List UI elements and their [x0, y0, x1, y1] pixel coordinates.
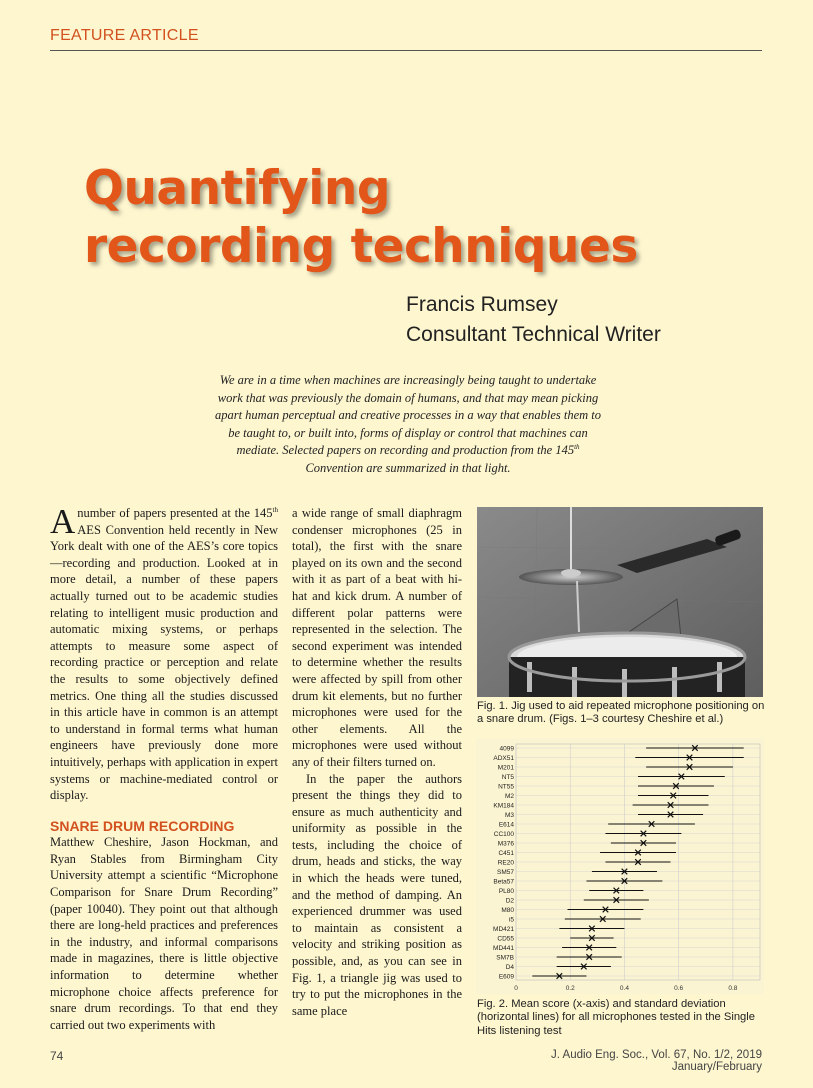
y-tick-label: NT55: [498, 783, 514, 791]
author-name: Francis Rumsey: [406, 293, 558, 316]
fig2-chart: [476, 738, 764, 994]
y-tick-label: C451: [498, 849, 514, 857]
paragraph-snare: Matthew Cheshire, Jason Hockman, and Ryan Stables from Birmingham City University attempt a scientific “Microphone Comparison for Snare Drum Recording” (paper 10040). They point out that although there are long-held practices and preferences in the industry, and informal comparisons made in magazines, there is little objective information to determine whether microphone choice affects preference for snare drum recordings. To that end they carried out two experiments with: [50, 835, 278, 1032]
y-tick-label: M80: [501, 906, 514, 914]
y-tick-label: i5: [508, 916, 514, 924]
section-label: FEATURE ARTICLE: [50, 27, 199, 44]
y-tick-label: NT5: [501, 773, 514, 781]
fig1-caption: Fig. 1. Jig used to aid repeated microphone positioning on a snare drum. (Figs. 1–3 courtesy Cheshire et al.): [477, 700, 765, 726]
y-tick-label: M3: [504, 811, 514, 819]
intro-text-a: number of papers presented at the 145: [77, 506, 273, 520]
y-tick-label: Beta57: [493, 878, 514, 886]
abstract-text-2: Convention are summarized in that light.: [305, 460, 511, 475]
y-tick-label: CC100: [493, 830, 514, 838]
abstract-sup: th: [574, 443, 580, 452]
y-tick-label: E614: [498, 821, 514, 829]
y-tick-label: MD441: [493, 944, 514, 952]
y-tick-label: ADX51: [493, 754, 514, 762]
y-tick-label: M376: [497, 840, 514, 848]
y-tick-label: RE20: [497, 859, 514, 867]
x-tick-label: 0.4: [619, 985, 629, 992]
x-tick-label: 0.2: [565, 985, 575, 992]
paragraph-mics: a wide range of small diaphragm condenser microphones (25 in total), the first with the snare played on its own and the second with it as part of a beat with hi-hat and kick drum. A number of different polar patterns were represented in the selection. The second experiment was intended to determine whether the results were affected by spill from other drum kit elements, but no further microphones were used for the other elements. All the microphones were used without any of their filters turned on.: [292, 506, 462, 769]
y-tick-label: KM184: [493, 802, 514, 810]
paragraph-authenticity: In the paper the authors present the things they did to ensure as much authenticity and uniformity as possible in the tests, including the choice of drum, heads and sticks, the way in which the heads were tuned, and the method of damping. An experienced drummer was used to maintain as consistent a velocity and striking position as possible, and, as you can see in Fig. 1, a triangle jig was used to try to put the microphones in the same place: [292, 771, 462, 1018]
y-tick-label: SM57: [497, 868, 514, 876]
intro-sup: th: [272, 505, 278, 514]
subhead-snare: SNARE DRUM RECORDING: [50, 817, 235, 834]
paragraph-intro: [50, 502, 278, 804]
drop-cap: A: [50, 502, 76, 541]
title-line-2: recording techniques: [84, 219, 638, 274]
header-rule: [50, 50, 762, 51]
journal-citation: J. Audio Eng. Soc., Vol. 67, No. 1/2, 2019 January/February: [551, 1049, 762, 1073]
body-column-2: [292, 505, 462, 1019]
title-line-1: Quantifying: [84, 161, 390, 216]
page-number: 74: [50, 1049, 64, 1063]
x-tick-label: 0: [514, 985, 518, 992]
body-column-1: [50, 502, 278, 1033]
y-tick-label: SM7B: [496, 954, 514, 962]
fig2-caption: Fig. 2. Mean score (x-axis) and standard deviation (horizontal lines) for all microphones tested in the Single Hits listening test: [477, 998, 755, 1037]
y-tick-label: PL80: [498, 887, 514, 895]
abstract: [212, 372, 604, 478]
author-block: [406, 290, 661, 350]
y-tick-label: E609: [498, 973, 514, 981]
y-tick-label: MD421: [493, 925, 514, 933]
y-tick-label: D4: [505, 963, 514, 971]
y-tick-label: CD55: [497, 935, 514, 943]
author-role: Consultant Technical Writer: [406, 323, 661, 346]
y-tick-label: M2: [504, 792, 514, 800]
abstract-text-1: We are in a time when machines are increasingly being taught to undertake work that was previously the domain of humans, and that may mean picking apart human perceptual and creative processes in a way that enables them to be taught to, or built into, forms of display or control that machines can mediate. Selected papers on recording and production from the 145: [214, 373, 602, 458]
y-tick-label: M201: [497, 764, 514, 772]
article-title: [84, 160, 744, 276]
y-tick-label: 4099: [499, 745, 514, 753]
y-tick-label: D2: [505, 897, 514, 905]
x-tick-label: 0.8: [728, 985, 738, 992]
fig1-photo: [477, 507, 763, 697]
intro-text-b: AES Convention held recently in New York dealt with one of the AES’s core topics—recording and production. Looked at in more detail, a number of these papers actually turned out to be academic studies relating to intelligent music production and automatic mixing systems, or perhaps attempts to measure some aspect of recording practice or perception and relate the results to some objectively defined metrics. One thing all the studies discussed in this article have in common is an attempt to understand in formal terms what human engineers have previously done more intuitively, perhaps with application in expert systems or machine-mediated control or display.: [50, 522, 278, 803]
x-tick-label: 0.6: [674, 985, 684, 992]
